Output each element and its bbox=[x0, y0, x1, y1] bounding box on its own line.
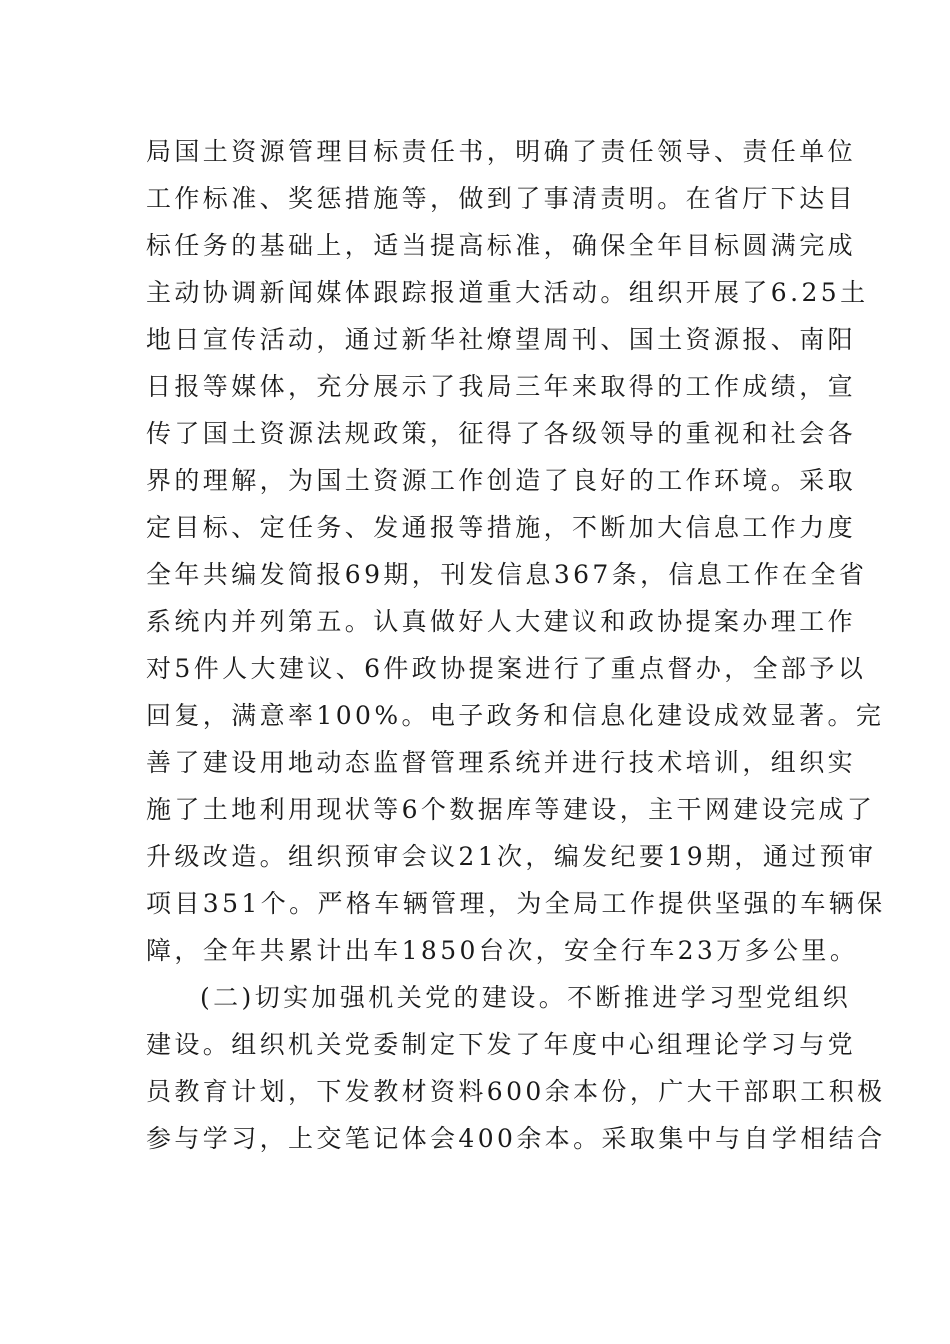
body-text bbox=[146, 128, 886, 1162]
text-line: 系统内并列第五。认真做好人大建议和政协提案办理工作 bbox=[146, 607, 857, 636]
text-line: 参与学习，上交笔记体会400余本。采取集中与自学相结合 bbox=[146, 1124, 886, 1153]
text-line: 施了土地利用现状等6个数据库等建设，主干网建设完成了 bbox=[146, 795, 876, 824]
text-line: 主动协调新闻媒体跟踪报道重大活动。组织开展了6.25土 bbox=[146, 278, 869, 307]
text-line: 局国土资源管理目标责任书，明确了责任领导、责任单位 bbox=[146, 137, 857, 166]
text-line: 回复，满意率100%。电子政务和信息化建设成效显著。完 bbox=[146, 701, 885, 730]
text-line: 地日宣传活动，通过新华社燎望周刊、国土资源报、南阳 bbox=[146, 325, 857, 354]
text-line: 障，全年共累计出车1850台次，安全行车23万多公里。 bbox=[146, 936, 859, 965]
text-line: 建设。组织机关党委制定下发了年度中心组理论学习与党 bbox=[146, 1030, 857, 1059]
text-line: 工作标准、奖惩措施等，做到了事清责明。在省厅下达目 bbox=[146, 184, 857, 213]
text-line: 项目351个。严格车辆管理，为全局工作提供坚强的车辆保 bbox=[146, 889, 886, 918]
text-line: 定目标、定任务、发通报等措施，不断加大信息工作力度 bbox=[146, 513, 857, 542]
paragraph-start-line: (二)切实加强机关党的建设。不断推进学习型党组织 bbox=[200, 983, 852, 1012]
text-line: 传了国土资源法规政策，征得了各级领导的重视和社会各 bbox=[146, 419, 857, 448]
text-line: 对5件人大建议、6件政协提案进行了重点督办，全部予以 bbox=[146, 654, 867, 683]
text-line: 标任务的基础上，适当提高标准，确保全年目标圆满完成 bbox=[146, 231, 857, 260]
text-line: 升级改造。组织预审会议21次，编发纪要19期，通过预审 bbox=[146, 842, 877, 871]
text-line: 员教育计划，下发教材资料600余本份，广大干部职工积极 bbox=[146, 1077, 886, 1106]
text-line: 界的理解，为国土资源工作创造了良好的工作环境。采取 bbox=[146, 466, 857, 495]
text-line: 全年共编发简报69期，刊发信息367条，信息工作在全省 bbox=[146, 560, 868, 589]
text-line: 日报等媒体，充分展示了我局三年来取得的工作成绩，宣 bbox=[146, 372, 857, 401]
text-line: 善了建设用地动态监督管理系统并进行技术培训，组织实 bbox=[146, 748, 857, 777]
